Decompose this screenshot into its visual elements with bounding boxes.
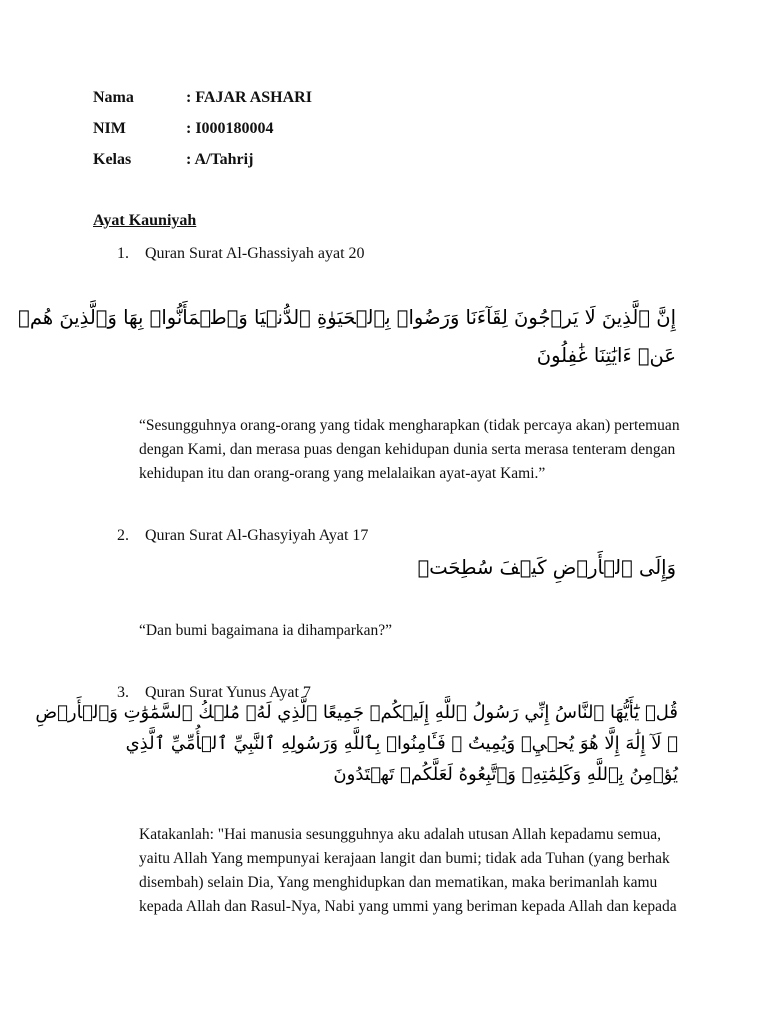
item-3-number: 3.	[117, 684, 129, 701]
value-kelas: : A/Tahrij	[186, 151, 254, 168]
item-1-heading: Quran Surat Al-Ghassiyah ayat 20	[145, 245, 365, 262]
item-2-heading: Quran Surat Al-Ghasyiyah Ayat 17	[145, 527, 369, 544]
item-3-arabic-line-1: قُلۡ يَٰٓأَيُّهَا ٱلنَّاسُ إِنِّي رَسُولُ ٱللَّهِ إِلَيۡكُمۡ جَمِيعًا ٱلَّذِي لَهُۥ مُلۡكُ ٱلسَّمَٰوَٰتِ وَٱلۡأَرۡضِ	[35, 702, 678, 723]
item-1-arabic-line-2: عَنۡ ءَايَٰتِنَا غَٰفِلُونَ	[536, 344, 676, 367]
value-nim: : I000180004	[186, 120, 274, 137]
label-nim: NIM	[93, 120, 126, 137]
label-kelas: Kelas	[93, 151, 132, 168]
value-nama: : FAJAR ASHARI	[186, 89, 312, 106]
item-2-number: 2.	[117, 527, 129, 544]
section-title: Ayat Kauniyah	[93, 212, 197, 229]
item-1-arabic-line-1: إِنَّ ٱلَّذِينَ لَا يَرۡجُونَ لِقَآءَنَا وَرَضُوا۟ بِٱلۡحَيَوٰةِ ٱلدُّنۡيَا وَٱطۡمَأَنُّوا۟ بِهَا وَٱلَّذِينَ هُمۡ	[18, 306, 676, 329]
item-3-translation: Katakanlah: "Hai manusia sesungguhnya aku adalah utusan Allah kepadamu semua, yaitu Allah Yang mempunyai kerajaan langit dan bumi; tidak ada Tuhan (yang berhak disembah) selain Dia, Yang menghidupkan dan mematikan, maka berimanlah kamu kepada Allah dan Rasul-Nya, Nabi yang ummi yang beriman kepada Allah dan kepada	[139, 826, 677, 915]
item-2-arabic-line-1: وَإِلَى ٱلۡأَرۡضِ كَيۡفَ سُطِحَتۡ	[417, 556, 676, 579]
item-1-translation: “Sesungguhnya orang-orang yang tidak mengharapkan (tidak percaya akan) pertemuan dengan Kami, dan merasa puas dengan kehidupan dunia serta merasa tenteram dengan kehidupan itu dan orang-orang yang melalaikan ayat-ayat Kami.”	[139, 417, 680, 482]
item-2-translation: “Dan bumi bagaimana ia dihamparkan?”	[139, 622, 393, 639]
label-nama: Nama	[93, 89, 134, 106]
item-3-arabic-line-3: يُؤۡمِنُ بِٱللَّهِ وَكَلِمَٰتِهِۦ وَٱتَّبِعُوهُ لَعَلَّكُمۡ تَهۡتَدُونَ	[333, 764, 678, 785]
item-3-arabic-line-2: ۖ لَآ إِلَٰهَ إِلَّا هُوَ يُحۡيِۦ وَيُمِيتُ ۖ فَـَٔامِنُوا۟ بِٱللَّهِ وَرَسُولِهِ ٱلنَّبِيِّ ٱلۡأُمِّيِّ ٱلَّذِي	[125, 733, 678, 754]
item-1-number: 1.	[117, 245, 129, 262]
item-3-heading: Quran Surat Yunus Ayat 7	[145, 684, 311, 701]
